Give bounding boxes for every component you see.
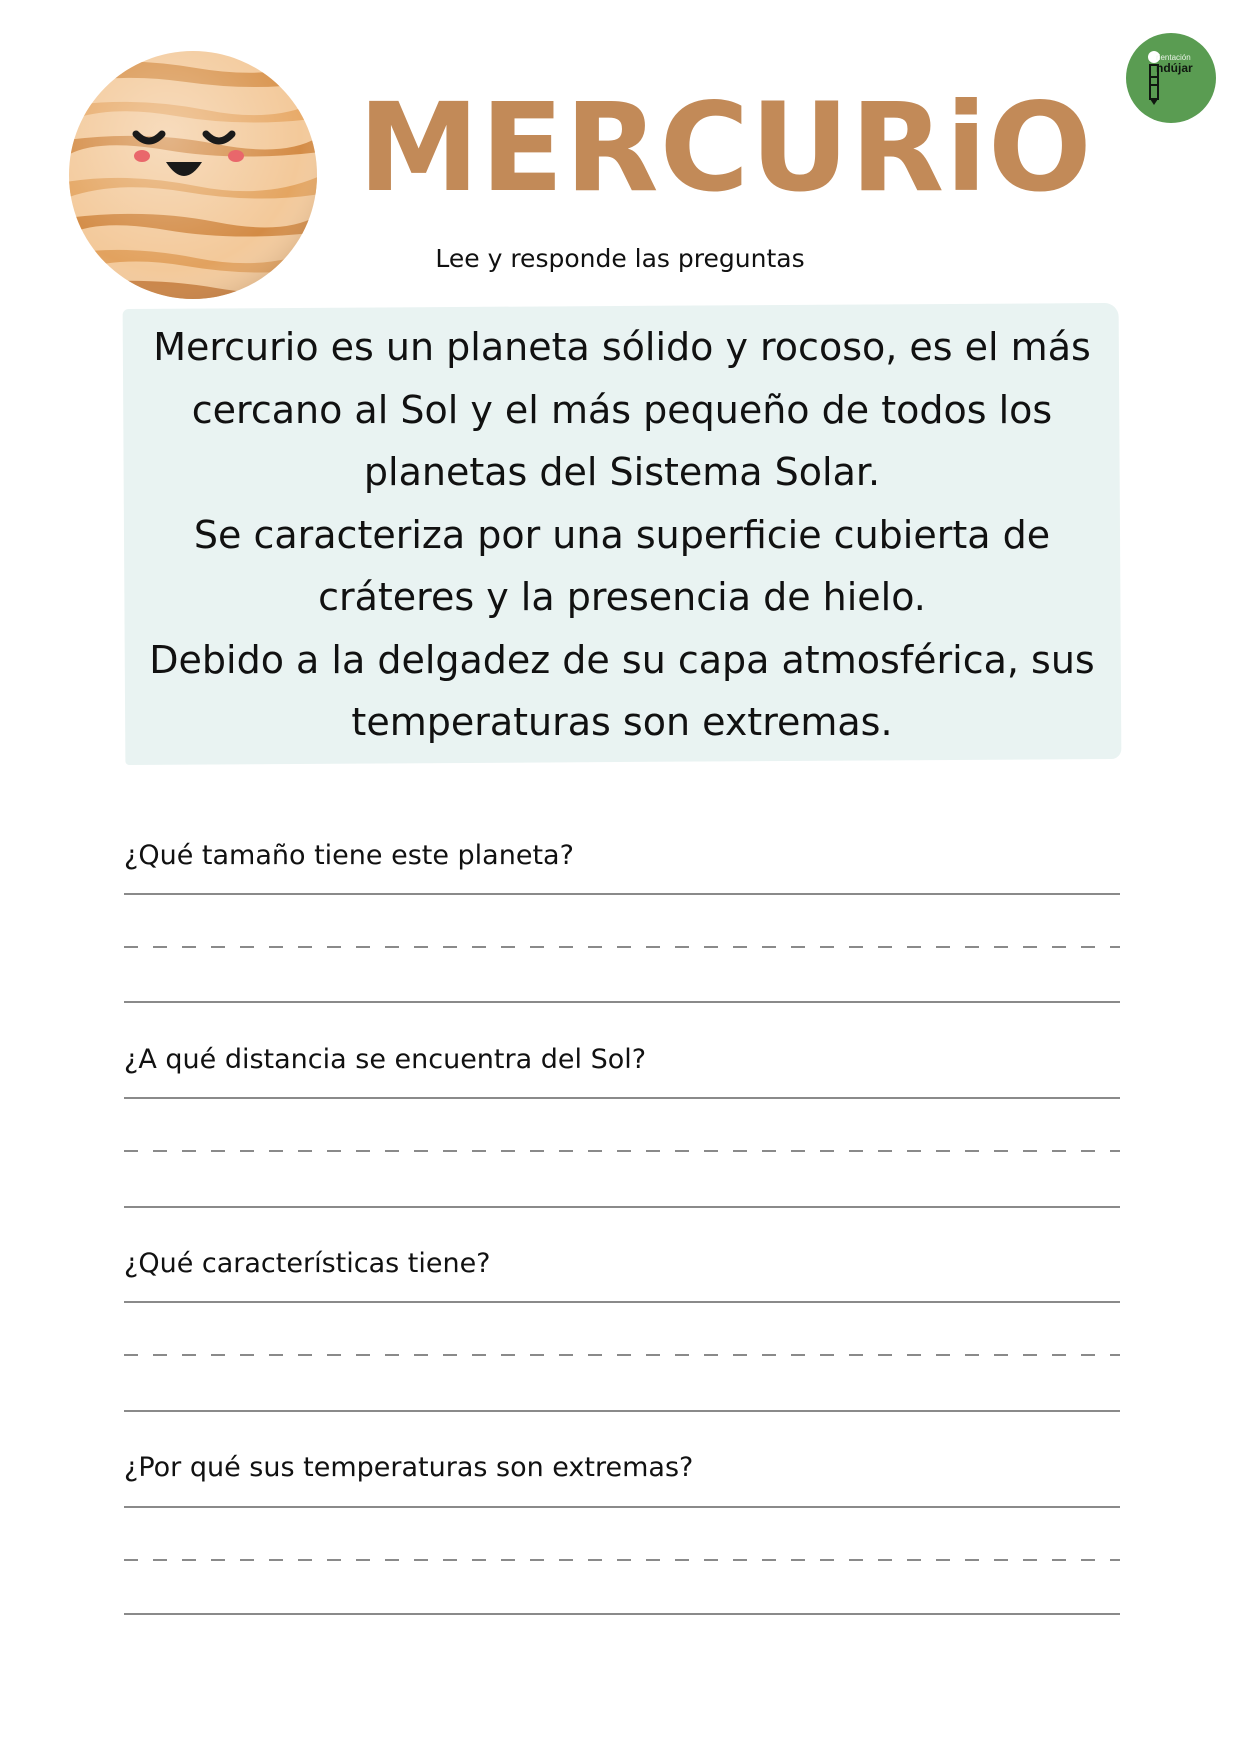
reading-line: Mercurio es un planeta sólido y rocoso, es el más [153,325,1091,369]
answer-line-top[interactable] [124,893,1120,895]
answer-line-top[interactable] [124,1301,1120,1303]
page-title: MERCURiO [358,77,1093,219]
answer-line-middle[interactable] [124,1150,1120,1152]
smiling-planet-icon [66,48,320,302]
reading-line: temperaturas son extremas. [351,700,893,744]
reading-line: cráteres y la presencia de hielo. [318,575,926,619]
answer-line-middle[interactable] [124,946,1120,948]
answer-line-bottom[interactable] [124,1206,1120,1208]
reading-line: Debido a la delgadez de su capa atmosférica, sus [149,637,1095,682]
reading-passage [124,316,1120,754]
answer-line-middle[interactable] [124,1559,1120,1561]
answer-line-top[interactable] [124,1097,1120,1099]
answer-line-bottom[interactable] [124,1613,1120,1615]
reading-line: Se caracteriza por una superficie cubierta de [193,512,1051,557]
question-2: ¿A qué distancia se encuentra del Sol? [124,1044,647,1075]
answer-line-bottom[interactable] [124,1001,1120,1003]
question-1: ¿Qué tamaño tiene este planeta? [124,840,574,871]
question-3: ¿Qué características tiene? [124,1248,491,1279]
answer-line-middle[interactable] [124,1354,1120,1356]
reading-line: planetas del Sistema Solar. [363,450,881,494]
answer-line-top[interactable] [124,1506,1120,1508]
reading-line: cercano al Sol y el más pequeño de todos los [191,387,1053,432]
answer-line-bottom[interactable] [124,1410,1120,1412]
logo-text-top: rientación [1156,53,1191,62]
instructions: Lee y responde las preguntas [435,244,805,273]
mercury-planet-illustration [66,48,320,302]
question-4: ¿Por qué sus temperaturas son extremas? [124,1452,694,1483]
logo-text-bottom: ndújar [1156,61,1193,75]
orientacion-andujar-logo [1126,33,1216,123]
